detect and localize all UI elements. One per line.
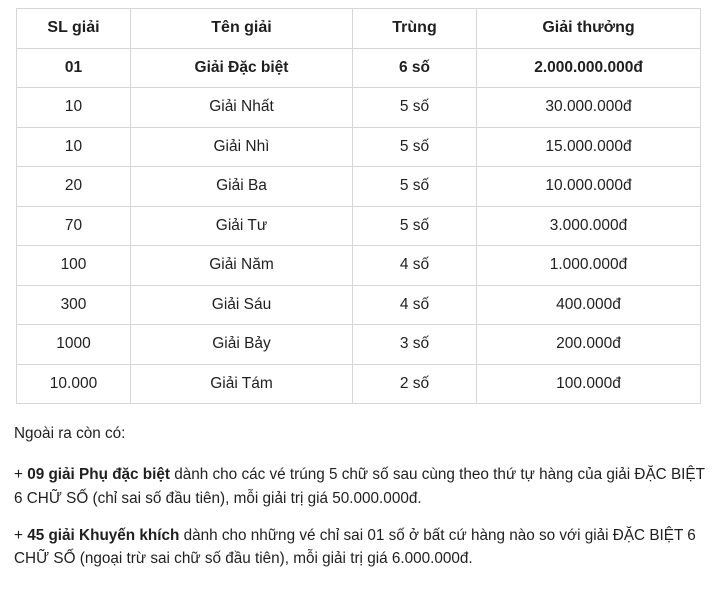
note2-prefix: +	[14, 526, 28, 544]
cell-quantity: 10	[17, 127, 131, 167]
cell-prize-name: Giải Bảy	[131, 325, 353, 365]
cell-prize-value: 2.000.000.000đ	[477, 48, 701, 88]
table-row	[17, 285, 701, 325]
table-row	[17, 206, 701, 246]
column-header-match: Trùng	[353, 9, 477, 49]
prize-table-head	[17, 9, 701, 49]
cell-prize-value: 30.000.000đ	[477, 88, 701, 128]
cell-quantity: 1000	[17, 325, 131, 365]
note1-bold-label: 09 giải Phụ đặc biệt	[27, 466, 170, 484]
table-row	[17, 246, 701, 286]
cell-match: 4 số	[353, 246, 477, 286]
cell-match: 4 số	[353, 285, 477, 325]
cell-match: 3 số	[353, 325, 477, 365]
notes-lead-text: Ngoài ra còn có:	[14, 425, 126, 442]
note2-bold-label: 45 giải Khuyến khích	[27, 526, 180, 544]
cell-prize-name: Giải Tám	[131, 364, 353, 404]
note-special-sub-prize	[14, 463, 706, 510]
cell-prize-name: Giải Sáu	[131, 285, 353, 325]
cell-quantity: 300	[17, 285, 131, 325]
cell-match: 2 số	[353, 364, 477, 404]
cell-quantity: 10	[17, 88, 131, 128]
cell-prize-name: Giải Ba	[131, 167, 353, 207]
cell-quantity: 70	[17, 206, 131, 246]
prize-table	[16, 8, 701, 404]
note1-prefix: +	[14, 466, 28, 484]
cell-quantity: 100	[17, 246, 131, 286]
cell-prize-value: 400.000đ	[477, 285, 701, 325]
table-row	[17, 167, 701, 207]
cell-match: 5 số	[353, 127, 477, 167]
cell-prize-value: 15.000.000đ	[477, 127, 701, 167]
cell-match: 5 số	[353, 167, 477, 207]
cell-match: 6 số	[353, 48, 477, 88]
additional-notes	[14, 422, 706, 570]
column-header-prize-name: Tên giải	[131, 9, 353, 49]
table-row	[17, 364, 701, 404]
table-header-row	[17, 9, 701, 49]
cell-prize-value: 200.000đ	[477, 325, 701, 365]
table-row	[17, 325, 701, 365]
table-row	[17, 127, 701, 167]
note2-text: dành cho những vé chỉ sai 01 số ở bất cứ hàng nào so với giải ĐẶC BIỆT 6 CHỮ SỐ (ngoại trừ sai chữ số đầu tiên), mỗi giải trị giá 6.000.000đ.	[14, 526, 696, 567]
cell-prize-value: 10.000.000đ	[477, 167, 701, 207]
cell-prize-name: Giải Năm	[131, 246, 353, 286]
cell-prize-name: Giải Đặc biệt	[131, 48, 353, 88]
cell-quantity: 10.000	[17, 364, 131, 404]
column-header-quantity: SL giải	[17, 9, 131, 49]
cell-quantity: 20	[17, 167, 131, 207]
note1-text: dành cho các vé trúng 5 chữ số sau cùng theo thứ tự hàng của giải ĐẶC BIỆT 6 CHỮ SỐ (chỉ sai số đầu tiên), mỗi giải trị giá 50.000.000đ.	[14, 466, 705, 507]
table-row	[17, 88, 701, 128]
cell-quantity: 01	[17, 48, 131, 88]
cell-match: 5 số	[353, 206, 477, 246]
prize-table-body	[17, 48, 701, 404]
note-consolation-prize	[14, 524, 706, 571]
cell-prize-value: 3.000.000đ	[477, 206, 701, 246]
table-row	[17, 48, 701, 88]
cell-prize-value: 100.000đ	[477, 364, 701, 404]
cell-match: 5 số	[353, 88, 477, 128]
column-header-prize-value: Giải thưởng	[477, 9, 701, 49]
cell-prize-name: Giải Nhì	[131, 127, 353, 167]
cell-prize-name: Giải Tư	[131, 206, 353, 246]
cell-prize-value: 1.000.000đ	[477, 246, 701, 286]
cell-prize-name: Giải Nhất	[131, 88, 353, 128]
